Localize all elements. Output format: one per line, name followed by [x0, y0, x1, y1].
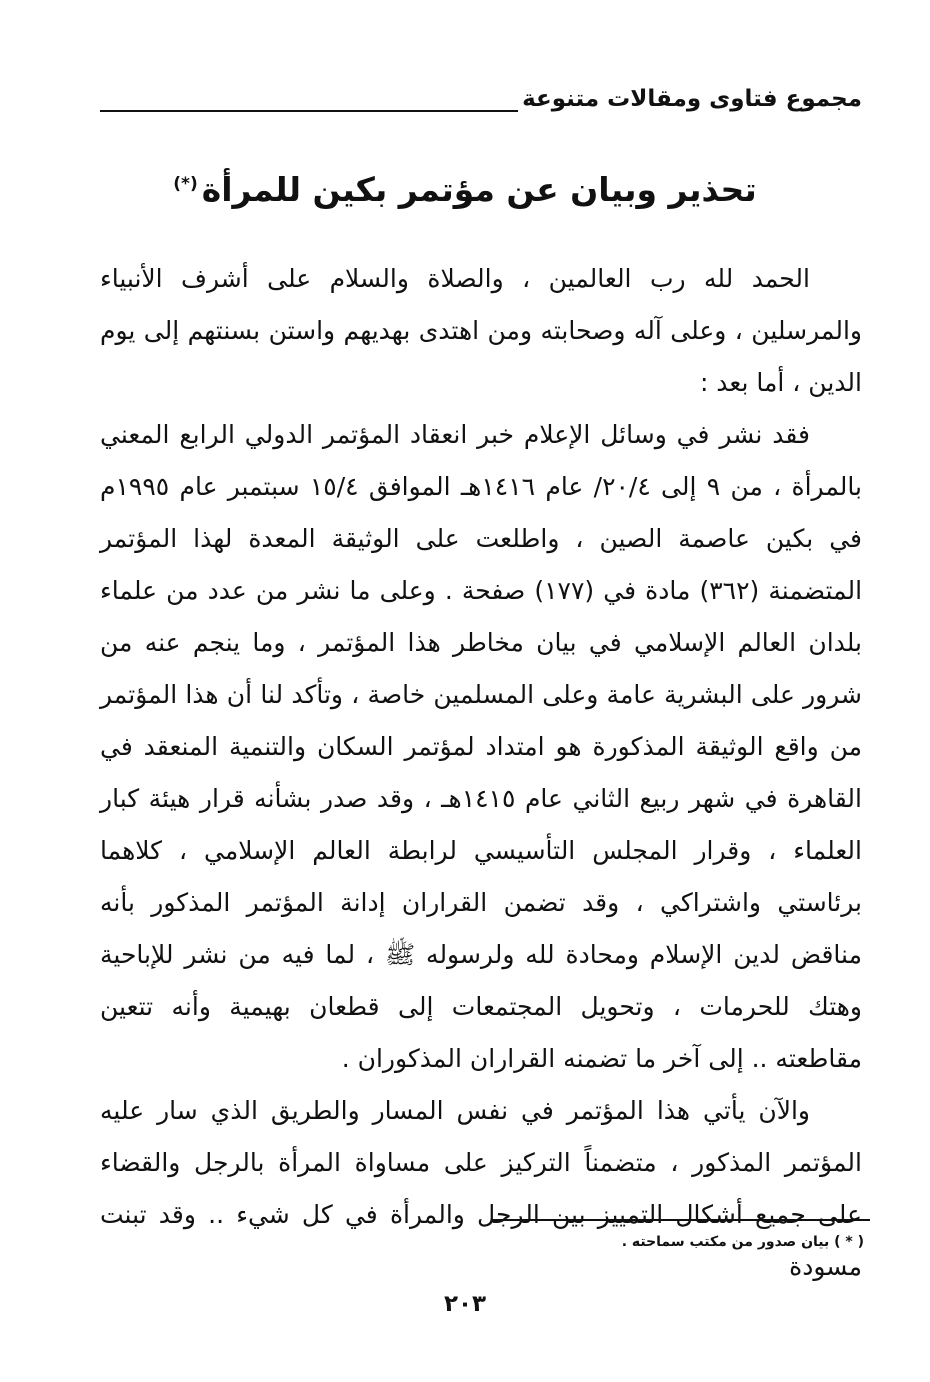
title-footnote-marker: (*) [173, 174, 198, 194]
body-text [100, 253, 862, 1293]
running-title: مجموع فتاوى ومقالات متنوعة [522, 86, 862, 112]
footnote: ( * ) بيان صدور من مكتب سماحته . [621, 1234, 864, 1250]
article-title: تحذير وبيان عن مؤتمر بكين للمرأة [201, 170, 757, 209]
paragraph-current: والآن يأتي هذا المؤتمر في نفس المسار والطريق الذي سار عليه المؤتمر المذكور ، متضمناً التركيز على مساواة المرأة بالرجل والقضاء على جميع أشكال التمييز بين الرجل والمرأة في كل شيء .. وقد تبنت مسودة [100, 1096, 862, 1281]
page-number: ٢٠٣ [443, 1291, 487, 1317]
article-title-line [0, 170, 930, 209]
paragraph-opening: الحمد لله رب العالمين ، والصلاة والسلام على أشرف الأنبياء والمرسلين ، وعلى آله وصحابته ومن اهتدى بهديهم واستن بسنتهم إلى يوم الدين ، أما بعد : [100, 264, 862, 397]
header-rule [100, 110, 518, 112]
paragraph-conference: فقد نشر في وسائل الإعلام خبر انعقاد المؤتمر الدولي الرابع المعني بالمرأة ، من ٩ إلى ٢٠/٤/ عام ١٤١٦هـ الموافق ١٥/٤ سبتمبر عام ١٩٩٥م في بكين عاصمة الصين ، واطلعت على الوثيقة المعدة لهذا المؤتمر المتضمنة (٣٦٢) مادة في (١٧٧) صفحة . وعلى ما نشر من عدد من علماء بلدان العالم الإسلامي في بيان مخاطر هذا المؤتمر ، وما ينجم عنه من شرور على البشرية عامة وعلى المسلمين خاصة ، وتأكد لنا أن هذا المؤتمر من واقع الوثيقة المذكورة هو امتداد لمؤتمر السكان والتنمية المنعقد في القاهرة في شهر ربيع الثاني عام ١٤١٥هـ ، وقد صدر بشأنه قرار هيئة كبار العلماء ، وقرار المجلس التأسيسي لرابطة العالم الإسلامي ، كلاهما برئاستي واشتراكي ، وقد تضمن القراران إدانة المؤتمر المذكور بأنه مناقض لدين الإسلام ومحادة لله ولرسوله ﷺ ، لما فيه من نشر للإباحية وهتك للحرمات ، وتحويل المجتمعات إلى قطعان بهيمية وأنه تتعين مقاطعته .. إلى آخر ما تضمنه القراران المذكوران . [100, 420, 863, 1073]
footnote-rule [492, 1219, 870, 1221]
running-header [100, 80, 862, 120]
